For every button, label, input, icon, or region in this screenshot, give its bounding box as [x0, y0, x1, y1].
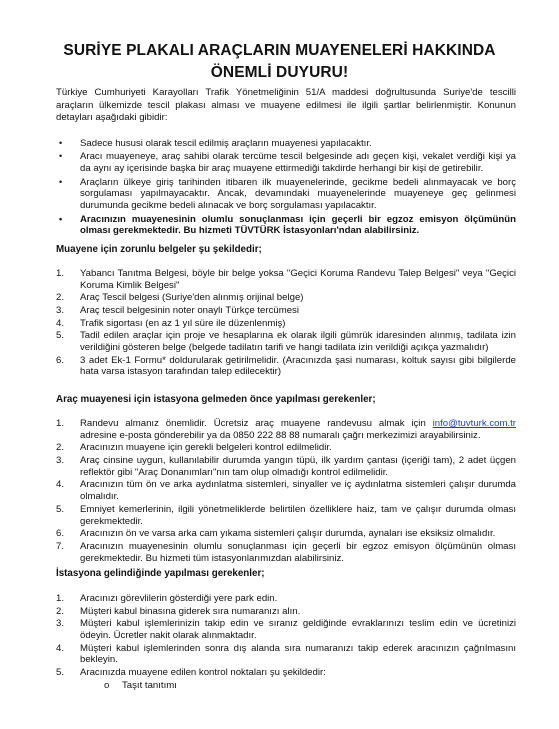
bullet-icon: •: [59, 176, 63, 187]
title-line-1: SURİYE PLAKALI ARAÇLARIN MUAYENELERİ HAKKINDA: [63, 42, 496, 59]
list-item: 5. Tadil edilen araçlar için proje ve hesaplarına ek olarak ilgili gümrük idaresinden alınmış, tadilata izin verildiğini gösteren belge (belgede tadilatın tarifi ve hangi tadilata izin verildiği açıkça yazmalıdır): [56, 330, 516, 353]
list-item: • Araçların ülkeye giriş tarihinden itibaren ilk muayenelerinde, gecikme bedeli alınmayacak ve borç sorgulaması yapılmayacaktır. Ancak, devamındaki muayenelerinde muayeneye geç gelinmesi durumunda gecikme bedeli alınacak ve borç sorgulaması yapılacaktır.: [59, 176, 516, 212]
list-item: 4. Trafik sigortası (en az 1 yıl süre ile düzenlenmiş): [56, 317, 286, 329]
list-item: 3. Araç tescil belgesinin noter onaylı Türkçe tercümesi: [56, 304, 299, 316]
at-station-list: [56, 593, 516, 692]
list-item: 1. Aracınızı görevlilerin gösterdiği yere park edin.: [56, 593, 278, 604]
list-item: 7. Aracınızın muayenesinin olumlu sonuçlanması için geçerli bir egzoz emisyon ölçümünün olması gerekmektedir. Bu hizmeti tüm istasyonlarımızdan alabilirsiniz.: [56, 540, 516, 564]
intro-paragraph: Türkiye Cumhuriyeti Karayolları Trafik Yönetmeliğinin 51/A maddesi doğrultusunda Suriye'de tescilli araçların ülkemizde tescil plakası alması ve muayene edilmesi ile ilgili şartlar belirlenmiştir. Konunun detayları aşağıdaki gibidir:: [56, 87, 516, 124]
list-item: 3. Müşteri kabul işlemlerinizin takip edin ve sıranız geldiğinde evraklarınızı teslim edin ve ücretinizi ödeyin. Ücretler nakit olarak alınmaktadır.: [56, 618, 516, 641]
list-item: 4. Müşteri kabul işlemlerinden sonra dış alanda sıra numaranızı takip ederek aracınızın çağrılmasını bekleyin.: [56, 642, 516, 666]
section-heading-before-visit: Araç muayenesi için istasyona gelmeden önce yapılması gerekenler;: [56, 394, 376, 405]
list-item: • Aracınızın muayenesinin olumlu sonuçlanması için geçerli bir egzoz emisyon ölçümünün olması gerekmektedir. Bu hizmeti TÜVTÜRK İstasyonları'ndan alabilirsiniz.: [59, 213, 516, 237]
list-item: 5. Emniyet kemerlerinin, ilgili yönetmeliklerde belirtilen özelliklere haiz, tam ve çalışır durumda olması gerekmektedir.: [56, 503, 516, 527]
documents-list: [56, 268, 516, 379]
list-item: 6. 3 adet Ek-1 Formu* doldurularak getirilmelidir. (Aracınızda şasi numarası, koltuk sayısı gibi bilgilerde hata varsa istasyon tarafından talep edilecektir): [56, 354, 516, 378]
title-line-2: ÖNEMLİ DUYURU!: [210, 64, 349, 81]
bullet-icon: •: [59, 138, 63, 148]
list-item: • Aracı muayeneye, araç sahibi olarak tercüme tescil belgesinde adı geçen kişi, vekalet verdiği kişi ya da aynı ay içerisinde başka bir araç muayene ettirmediği takdirde herhangi bir kişi de getirebilir.: [59, 151, 516, 175]
list-item: 2. Müşteri kabul binasına giderek sıra numaranızı alın.: [56, 605, 301, 617]
section-heading-documents: Muayene için zorunlu belgeler şu şekildedir;: [56, 244, 262, 255]
list-item: 6. Aracınızın ön ve varsa arka cam yıkama sistemleri çalışır durumda, aynaları ise eksiksiz olmalıdır.: [56, 528, 496, 540]
list-item: 1. Randevu almanız önemlidir. Ücretsiz araç muayene randevusu almak için info@tuvturk.com.tr adresine e-posta gönderebilir ya da 0850 222 88 88 numaralı çağrı merkezimizi arayabilirsiniz.: [56, 418, 516, 441]
page-title: [20, 40, 539, 84]
circle-bullet-icon: o: [104, 679, 110, 691]
list-item: 2. Araç Tescil belgesi (Suriye'den alınmış orijinal belge): [56, 292, 304, 304]
bullet-icon: •: [59, 213, 63, 224]
section-heading-at-station: İstasyona gelindiğinde yapılması gerekenler;: [56, 568, 265, 579]
list-item: • Sadece hususi olarak tescil edilmiş araçların muayenesi yapılacaktır.: [59, 138, 372, 149]
sub-list-item: o Taşıt tanıtımı: [104, 679, 177, 691]
list-item: 1. Yabancı Tanıtma Belgesi, böyle bir belge yoksa "Geçici Koruma Randevu Talep Belgesi" veya "Geçici Koruma Kimlik Belgesi": [56, 268, 516, 291]
info-bullet-list: [56, 138, 516, 239]
list-item: 3. Araç cinsine uygun, kullanılabilir durumda yangın tüpü, ilk yardım çantası (içeriği tam), 2 adet üçgen reflektör gibi "Araç Donanımları"nın tam olup olmadığı kontrol edilmelidir.: [56, 454, 516, 478]
email-link[interactable]: info@tuvturk.com.tr: [432, 418, 516, 429]
list-item: 5. Aracınızda muayene edilen kontrol noktaları şu şekildedir: o Taşıt tanıtımı: [56, 667, 516, 692]
before-visit-list: [56, 418, 516, 565]
list-item: 4. Aracınızın tüm ön ve arka aydınlatma sistemleri, sinyaller ve iç aydınlatma sistemleri çalışır durumda olmalıdır.: [56, 479, 516, 503]
bullet-icon: •: [59, 151, 63, 162]
list-item: 2. Aracınızın muayene için gerekli belgeleri kontrol edilmelidir.: [56, 442, 332, 454]
